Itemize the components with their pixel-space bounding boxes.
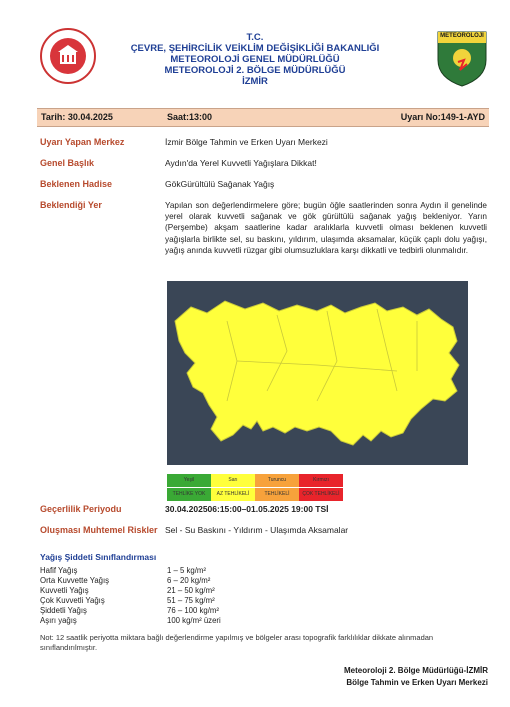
hazard-legend — [167, 474, 345, 502]
warning-date: Tarih: 30.04.2025 — [41, 112, 113, 122]
risks-value: Sel - Su Baskını - Yıldırım - Ulaşımda Aksamalar — [165, 525, 349, 535]
validity-value: 30.04.202506:15:00–01.05.2025 19:00 TSİ — [165, 504, 329, 514]
title-value: Aydın'da Yerel Kuvvetli Yağışlara Dikkat! — [165, 158, 317, 168]
validity-label: Geçerlilik Periyodu — [40, 504, 122, 514]
severity-name: Hafif Yağış — [40, 566, 78, 575]
severity-value: 100 kg/m² üzeri — [167, 616, 221, 625]
severity-name: Çok Kuvvetli Yağış — [40, 596, 105, 605]
place-label: Beklendiği Yer — [40, 200, 102, 210]
center-label: Uyarı Yapan Merkez — [40, 137, 125, 147]
aydin-warning-map — [167, 281, 468, 465]
legend-red-bottom: ÇOK TEHLİKELİ — [299, 488, 343, 501]
severity-value: 21 – 50 kg/m² — [167, 586, 215, 595]
warning-time: Saat:13:00 — [167, 112, 213, 122]
header-general-directorate: METEOROLOJİ GENEL MÜDÜRLÜĞÜ — [170, 54, 340, 65]
severity-name: Orta Kuvvette Yağış — [40, 576, 110, 585]
legend-orange-top: Turuncu — [255, 474, 299, 487]
legend-yellow-top: Sarı — [211, 474, 255, 487]
legend-orange-bottom: TEHLİKELİ — [255, 488, 299, 501]
footer-center: Bölge Tahmin ve Erken Uyarı Merkezi — [346, 678, 488, 687]
event-label: Beklenen Hadise — [40, 179, 113, 189]
risks-label: Oluşması Muhtemel Riskler — [40, 525, 158, 535]
severity-name: Şiddetli Yağış — [40, 606, 87, 615]
legend-green-bottom: TEHLİKE YOK — [167, 488, 211, 501]
severity-value: 51 – 75 kg/m² — [167, 596, 215, 605]
meteoroloji-logo-text: METEOROLOJİ — [440, 33, 484, 39]
severity-value: 1 – 5 kg/m² — [167, 566, 206, 575]
severity-value: 76 – 100 kg/m² — [167, 606, 220, 615]
event-value: GökGürültülü Sağanak Yağış — [165, 179, 275, 189]
legend-green-top: Yeşil — [167, 474, 211, 487]
aydin-province-area — [175, 301, 459, 445]
severity-name: Kuvvetli Yağış — [40, 586, 89, 595]
header-regional-directorate: METEOROLOJİ 2. BÖLGE MÜDÜRLÜĞÜ — [164, 65, 346, 76]
severity-name: Aşırı yağış — [40, 616, 77, 625]
header-ministry: ÇEVRE, ŞEHİRCİLİK VEİKLİM DEĞİŞİKLİĞİ BAKANLIĞI — [130, 43, 380, 54]
legend-yellow-bottom: AZ TEHLİKELİ — [211, 488, 255, 501]
legend-red-top: Kırmızı — [299, 474, 343, 487]
footer-directorate: Meteoroloji 2. Bölge Müdürlüğü-İZMİR — [344, 666, 488, 675]
severity-title: Yağış Şiddeti Sınıflandırması — [40, 552, 157, 562]
warning-number: Uyarı No:149-1-AYD — [400, 112, 485, 122]
header-tc: T.C. — [246, 32, 264, 43]
center-value: İzmir Bölge Tahmin ve Erken Uyarı Merkezi — [165, 137, 328, 147]
header-city: İZMİR — [242, 76, 268, 87]
place-description: Yapılan son değerlendirmelere göre; bugün öğle saatlerinden sonra Aydın il genelinde yerel olarak kuvvetli sağanak ve gök gürültülü sağanak yağış bekleniyor. Yarın (Perşembe) akşam saatlerine kadar aralıklarla kuvvetli olması beklenen kuvvetli yağışlarla birlikte sel, su baskını, yıldırım, ulaşımda aksamalar, küçük çaplı dolu yağışı, yağış anında kuvvetli rüzgar gibi olumsuzluklara karşı dikkatli ve tedbirli olunmalıdır. — [165, 201, 487, 255]
title-label: Genel Başlık — [40, 158, 95, 168]
classification-note: Not: 12 saatlik periyotta miktara bağlı değerlendirme yapılmış ve bölgeler arası topografik farklılıklar dikkate alınmadan sınıflandırılmıştır. — [40, 633, 434, 652]
info-bar — [37, 108, 489, 127]
severity-value: 6 – 20 kg/m² — [167, 576, 211, 585]
